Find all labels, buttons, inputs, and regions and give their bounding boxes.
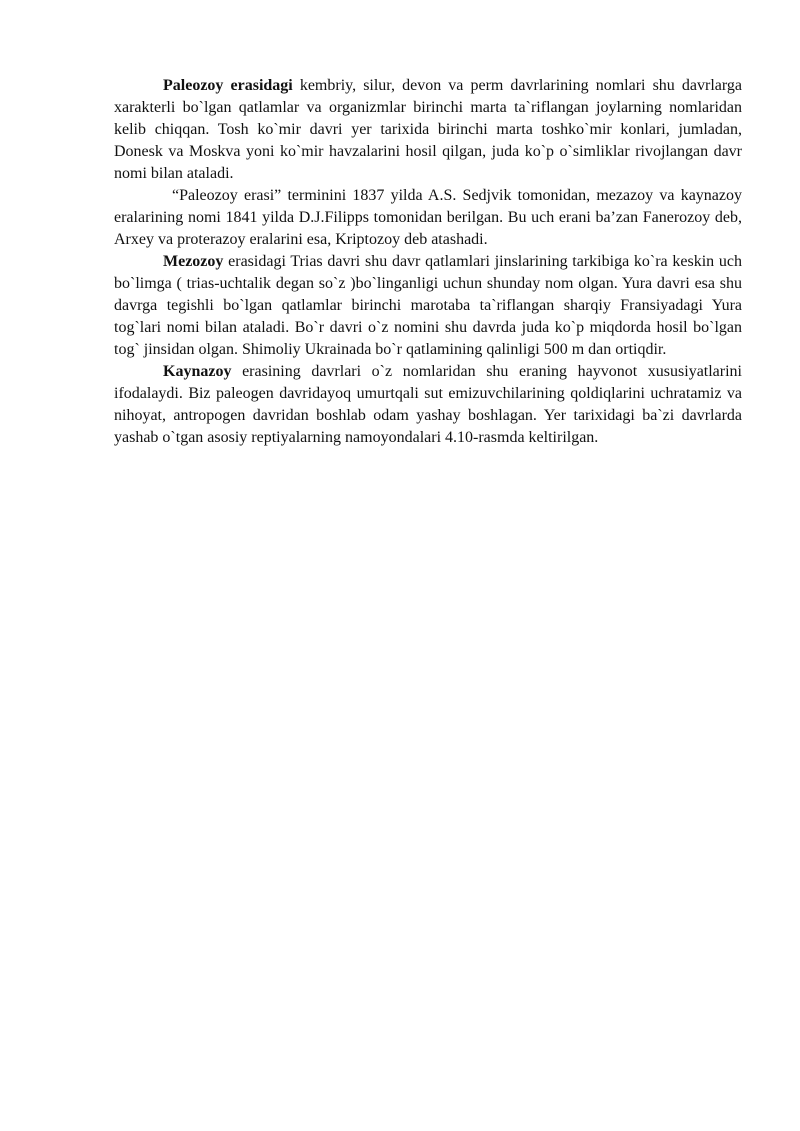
- paragraph-paleozoy-erasi-term: [114, 185, 742, 251]
- paragraph-paleozoy-erasi-text: “Paleozoy erasi” terminini 1837 yilda A.S. Sedjvik tomonidan, mezazoy va kaynazoy eralarining nomi 1841 yilda D.J.Filipps tomonidan berilgan. Bu uch erani ba’zan Fanerozoy deb, Arxey va proterazoy eralarini esa, Kriptozoy deb atashadi.: [114, 187, 742, 248]
- paragraph-paleozoy-text: kembriy, silur, devon va perm davrlarining nomlari shu davrlarga xarakterli bo`lgan qatlamlar va organizmlar birinchi marta ta`riflangan joylarning nomlaridan kelib chiqqan. Tosh ko`mir davri yer tarixida birinchi marta toshko`mir konlari, jumladan, Donesk va Moskva yoni ko`mir havzalarini hosil qilgan, juda ko`p o`simliklar rivojlangan davr nomi bilan ataladi.: [114, 77, 743, 182]
- term-kaynazoy: Kaynazoy: [163, 363, 232, 380]
- paragraph-paleozoy: [114, 75, 742, 185]
- term-mezozoy: Mezozoy: [163, 253, 224, 270]
- paragraph-kaynazoy: [114, 361, 742, 449]
- paragraph-mezozoy-text: erasidagi Trias davri shu davr qatlamlari jinslarining tarkibiga ko`ra keskin uch bo`limga ( trias-uchtalik degan so`z )bo`linganligi uchun shunday nom olgan. Yura davri esa shu davrga tegishli bo`lgan qatlamlar birinchi marotaba ta`riflangan sharqiy Fransiyadagi Yura tog`lari nomi bilan ataladi. Bo`r davri o`z nomini shu davrda juda ko`p miqdorda hosil bo`lgan tog` jinsidan olgan. Shimoliy Ukrainada bo`r qatlamining qalinligi 500 m dan ortiqdir.: [114, 253, 742, 358]
- paragraph-kaynazoy-text: erasining davrlari o`z nomlaridan shu eraning hayvonot xususiyatlarini ifodalaydi. Biz paleogen davridayoq umurtqali sut emizuvchilarining qoldiqlarini uchratamiz va nihoyat, antropogen davridan boshlab odam yashay boshlagan. Yer tarixidagi ba`zi davrlarda yashab o`tgan asosiy reptiyalarning namoyondalari 4.10-rasmda keltirilgan.: [114, 363, 742, 446]
- document-page: [114, 75, 742, 449]
- paragraph-mezozoy: [114, 251, 742, 361]
- term-paleozoy: Paleozoy erasidagi: [163, 77, 293, 94]
